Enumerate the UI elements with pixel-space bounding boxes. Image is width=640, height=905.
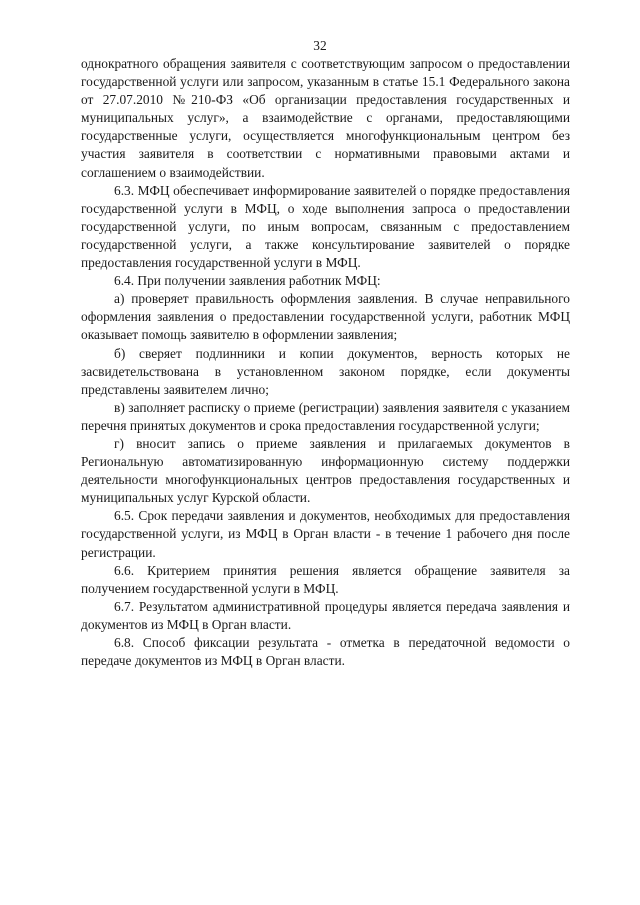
paragraph-6-4: 6.4. При получении заявления работник МФЦ: xyxy=(114,273,381,289)
paragraph-6-5: 6.5. Срок передачи заявления и документов, необходимых для предоставления государственной услуги, из МФЦ в Орган власти - в течение 1 рабочего дня после регистрации. xyxy=(81,508,570,560)
paragraph-6-3: 6.3. МФЦ обеспечивает информирование заявителей о порядке предоставления государственной услуги в МФЦ, о ходе выполнения запроса о предоставлении государственной услуги, по иным вопросам, связанным с предоставлением государственной услуги, а также консультирование заявителей о порядке предоставления государственной услуги в МФЦ. xyxy=(81,182,570,271)
paragraph-6-8: 6.8. Способ фиксации результата - отметка в передаточной ведомости о передаче документов из МФЦ в Орган власти. xyxy=(81,635,570,669)
paragraph-6-4-v: в) заполняет расписку о приеме (регистрации) заявления заявителя с указанием перечня принятых документов и срока предоставления государственной услуги; xyxy=(81,399,570,433)
paragraph-6-4-g: г) вносит запись о приеме заявления и прилагаемых документов в Региональную автоматизированную информационную систему поддержки деятельности многофункциональных центров предоставления государственных и муниципальных услуг Курской области. xyxy=(81,435,570,506)
page-number: 32 xyxy=(313,38,327,53)
paragraph-6-4-b: б) сверяет подлинники и копии документов, верность которых не засвидетельствована в установленном законом порядке, если документы представлены заявителем лично; xyxy=(81,345,570,397)
paragraph-6-7: 6.7. Результатом административной процедуры является передача заявления и документов из МФЦ в Орган власти. xyxy=(81,598,570,632)
document-body xyxy=(81,55,570,670)
paragraph-6-6: 6.6. Критерием принятия решения является обращение заявителя за получением государственной услуги в МФЦ. xyxy=(81,562,570,596)
paragraph-6-4-a: а) проверяет правильность оформления заявления. В случае неправильного оформления заявления о предоставлении государственной услуги, работник МФЦ оказывает помощь заявителю в оформлении заявления; xyxy=(81,291,570,343)
paragraph-continuation: однократного обращения заявителя с соответствующим запросом о предоставлении государственной услуги или запросом, указанным в статье 15.1 Федерального закона от 27.07.2010 №210-ФЗ «Об организации предоставления государственных и муниципальных услуг», а взаимодействие с органами, предоставляющими государственные услуги, осуществляется многофункциональным центром без участия заявителя в соответствии с нормативными правовыми актами и соглашением о взаимодействии. xyxy=(81,56,570,180)
